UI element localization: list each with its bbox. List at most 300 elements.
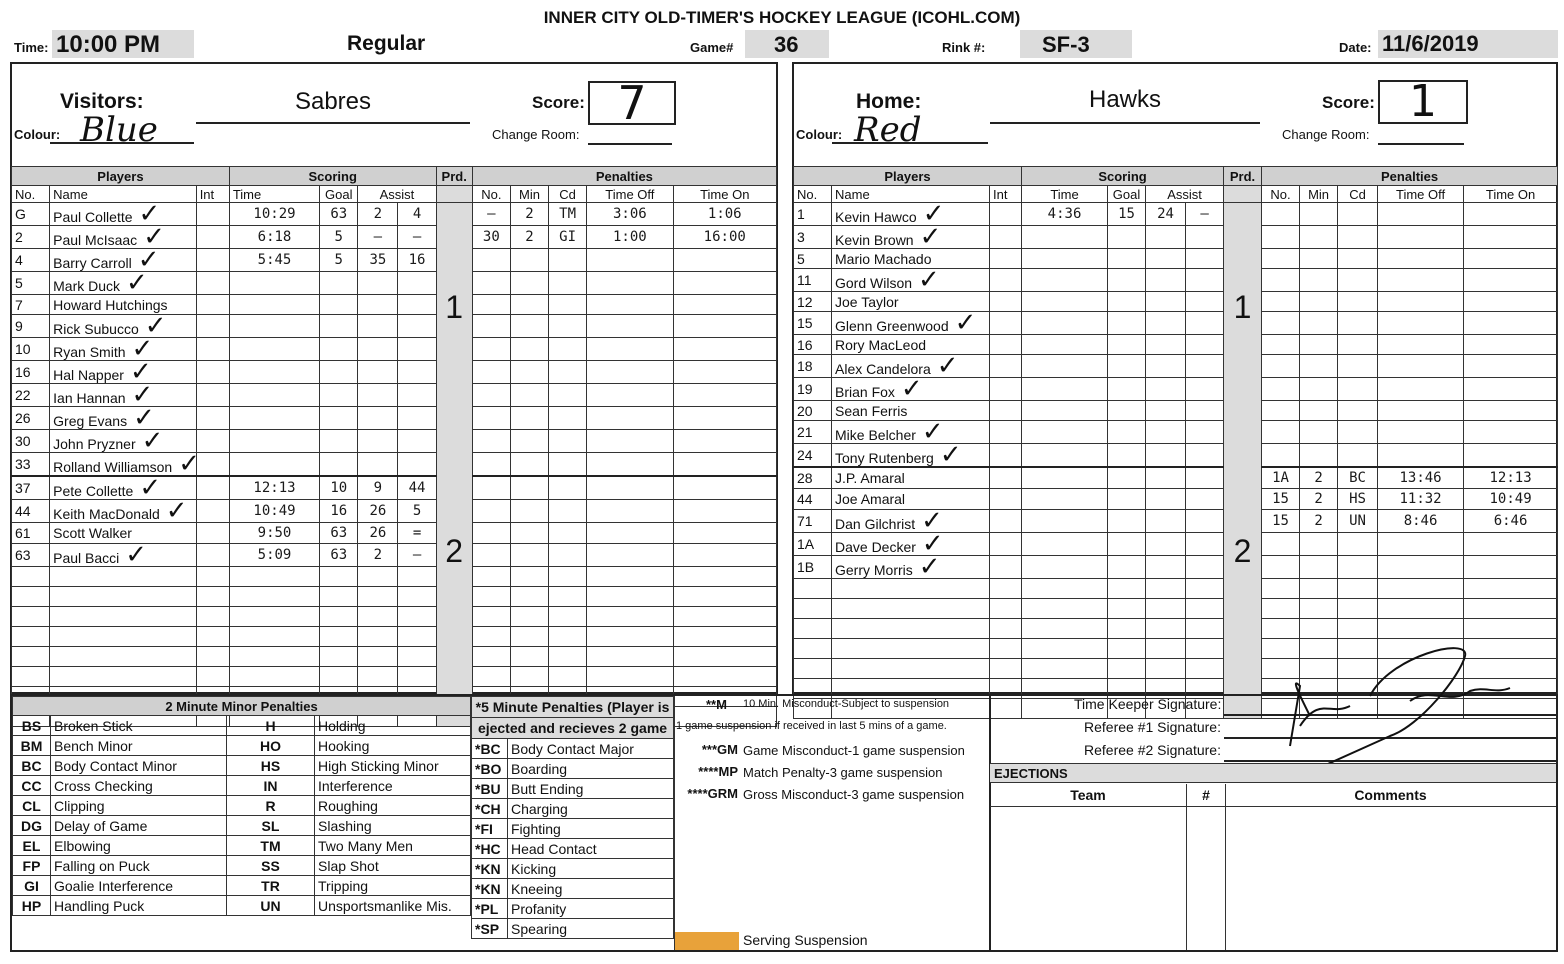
- penalty-min: [510, 647, 548, 667]
- scoring-a2: [1186, 378, 1224, 401]
- table-row: [794, 292, 1558, 312]
- penalty-min: [510, 430, 548, 453]
- table-row: [12, 295, 777, 315]
- game-number: 36: [774, 32, 799, 57]
- penalty-min: [1300, 269, 1338, 292]
- scoring-a1: [358, 315, 398, 338]
- penalty-off: [1378, 312, 1464, 335]
- penalty-off: [587, 607, 673, 627]
- penalty-code: SL: [227, 816, 315, 836]
- penalty-cd: [549, 384, 587, 407]
- penalty-cd: [549, 338, 587, 361]
- penalty-min: [1300, 335, 1338, 355]
- scoring-time: [229, 384, 319, 407]
- penalty-on: [1464, 312, 1558, 335]
- visitors-score-label: Score:: [532, 93, 585, 112]
- player-number: 9: [12, 315, 50, 338]
- penalty-off: [587, 361, 673, 384]
- penalty-no: [1262, 378, 1300, 401]
- player-number: G: [12, 203, 50, 226]
- player-name-text: Ryan Smith: [53, 344, 126, 360]
- player-name-text: John Pryzner: [53, 436, 136, 452]
- scoring-time: 10:29: [229, 203, 319, 226]
- player-int: [196, 384, 229, 407]
- player-number: 18: [794, 355, 832, 378]
- attendance-check-icon: ✓: [900, 373, 923, 403]
- penalty-off: [1378, 226, 1464, 249]
- penalty-off: [587, 430, 673, 453]
- scoring-goal: [1108, 226, 1146, 249]
- penalty-no: [1262, 355, 1300, 378]
- penalty-code: HP: [13, 896, 51, 916]
- penalty-on: [1464, 401, 1558, 421]
- scoring-a2: [398, 627, 436, 647]
- penalty-min: 2: [1300, 467, 1338, 489]
- penalty-min: [510, 587, 548, 607]
- attendance-check-icon: ✓: [141, 425, 164, 455]
- player-name-text: Barry Carroll: [53, 255, 132, 271]
- home-change-room-label: Change Room:: [1282, 127, 1370, 142]
- scoring-time: [1022, 401, 1108, 421]
- scoring-a2: [398, 607, 436, 627]
- scoring-goal: [1108, 249, 1146, 269]
- player-name: [832, 619, 990, 639]
- penalty-on: [1464, 378, 1558, 401]
- legend-row: [13, 716, 471, 736]
- player-int: [196, 544, 229, 567]
- player-int: [196, 249, 229, 272]
- player-int: [990, 467, 1022, 489]
- penalty-cd: [549, 500, 587, 523]
- scoring-goal: [1108, 533, 1146, 556]
- scoring-a1: [1146, 335, 1186, 355]
- player-int: [990, 335, 1022, 355]
- penalty-cd: [549, 315, 587, 338]
- player-name: [50, 539, 197, 569]
- game-label: Game#: [690, 40, 734, 55]
- table-row: [794, 312, 1558, 335]
- player-number: 7: [12, 295, 50, 315]
- penalty-on: [673, 476, 777, 500]
- penalty-on: [673, 607, 777, 627]
- scoring-a2: [1186, 292, 1224, 312]
- player-name-text: Keith MacDonald: [53, 506, 160, 522]
- player-int: [990, 599, 1022, 619]
- scoring-time: [1022, 292, 1108, 312]
- penalty-desc: Profanity: [508, 899, 674, 919]
- penalty-min: [1300, 292, 1338, 312]
- penalty-no: [472, 407, 510, 430]
- penalty-no: [1262, 203, 1300, 226]
- penalty-cd: [1338, 378, 1378, 401]
- penalty-no: [1262, 579, 1300, 599]
- player-name: [50, 198, 197, 228]
- legend-row: [13, 756, 471, 776]
- goal-col: Goal: [320, 186, 358, 203]
- scoring-a1: [358, 295, 398, 315]
- penalty-min: [510, 272, 548, 295]
- player-name-text: Alex Candelora: [835, 361, 931, 377]
- player-int: [990, 312, 1022, 335]
- player-number: 37: [12, 476, 50, 500]
- attendance-check-icon: ✓: [138, 198, 161, 228]
- penalty-code: BM: [13, 736, 51, 756]
- player-name-text: J.P. Amaral: [835, 470, 905, 486]
- scoring-time: [229, 587, 319, 607]
- scoring-time: [1022, 556, 1108, 579]
- player-number: 3: [794, 226, 832, 249]
- player-name-text: Mark Duck: [53, 278, 121, 294]
- scoring-a1: [358, 453, 398, 477]
- penalty-cd: [549, 295, 587, 315]
- table-row: [12, 361, 777, 384]
- penalty-no: [472, 384, 510, 407]
- pen-on-col: Time On: [673, 186, 777, 203]
- player-int: [990, 556, 1022, 579]
- penalty-no: [472, 607, 510, 627]
- player-name: [832, 264, 990, 294]
- attendance-check-icon: ✓: [131, 333, 154, 363]
- name-col: Name: [50, 186, 197, 203]
- penalty-no: [1262, 292, 1300, 312]
- player-int: [196, 203, 229, 226]
- scoring-goal: [320, 453, 358, 477]
- penalty-min: [510, 295, 548, 315]
- player-name: [832, 335, 990, 355]
- player-int: [990, 292, 1022, 312]
- scoring-goal: [1108, 269, 1146, 292]
- scoring-goal: 5: [320, 249, 358, 272]
- scoring-goal: [1108, 579, 1146, 599]
- table-row: [12, 226, 777, 249]
- penalty-on: [1464, 269, 1558, 292]
- scoring-goal: 10: [320, 476, 358, 500]
- player-number: [794, 659, 832, 679]
- scoring-a2: [1186, 401, 1224, 421]
- player-number: 5: [794, 249, 832, 269]
- scoring-time: [229, 627, 319, 647]
- player-name: [50, 587, 197, 607]
- penalty-no: [1262, 269, 1300, 292]
- scoring-a2: [1186, 249, 1224, 269]
- penalty-min: [510, 607, 548, 627]
- legend-row: [13, 856, 471, 876]
- player-number: [12, 587, 50, 607]
- table-row: [794, 269, 1558, 292]
- penalty-desc: Boarding: [508, 759, 674, 779]
- player-int: [196, 627, 229, 647]
- pen-off-col: Time Off: [587, 186, 673, 203]
- penalty-off: [587, 249, 673, 272]
- penalty-cd: [1338, 335, 1378, 355]
- attendance-check-icon: ✓: [921, 528, 944, 558]
- referee1-sig-label: Referee #1 Signature:: [1084, 719, 1221, 735]
- penalty-min: [1300, 579, 1338, 599]
- period-1-label: 1: [1233, 289, 1252, 325]
- scoring-a1: [1146, 249, 1186, 269]
- player-name: [832, 579, 990, 599]
- penalty-no: [1262, 312, 1300, 335]
- scoring-a1: [358, 587, 398, 607]
- scoring-a2: [398, 338, 436, 361]
- scoring-goal: [320, 384, 358, 407]
- penalty-off: [1378, 556, 1464, 579]
- scoring-a1: 2: [358, 544, 398, 567]
- m-note: 1 game suspension if received in last 5 mins of a game.: [676, 720, 947, 732]
- table-row: [12, 338, 777, 361]
- scoring-goal: [1108, 312, 1146, 335]
- scoring-time: [229, 607, 319, 627]
- legend-row: [472, 879, 674, 899]
- table-row: [12, 476, 777, 500]
- scoring-a1: [358, 407, 398, 430]
- scoring-a2: [1186, 639, 1224, 659]
- penalty-on: 6:46: [1464, 510, 1558, 533]
- player-name: [50, 356, 197, 386]
- penalty-code: FP: [13, 856, 51, 876]
- player-name: [50, 647, 197, 667]
- penalty-cd: [1338, 249, 1378, 269]
- penalty-no: [472, 476, 510, 500]
- penalty-code: *KN: [472, 859, 508, 879]
- ejections-title: EJECTIONS: [990, 763, 1556, 783]
- penalty-no: [472, 647, 510, 667]
- penalty-on: [673, 295, 777, 315]
- scoring-goal: [1108, 378, 1146, 401]
- penalty-no: [472, 338, 510, 361]
- player-name-text: Kevin Hawco: [835, 209, 917, 225]
- penalty-off: [1378, 421, 1464, 444]
- penalty-off: [1378, 335, 1464, 355]
- penalty-on: [673, 647, 777, 667]
- scoring-goal: [1108, 444, 1146, 468]
- penalty-code: UN: [227, 896, 315, 916]
- scoring-a2: [398, 272, 436, 295]
- scoring-goal: [320, 315, 358, 338]
- penalty-on: [1464, 533, 1558, 556]
- penalty-no: [1262, 401, 1300, 421]
- ejections-divider: [1186, 806, 1226, 950]
- penalty-code: BS: [13, 716, 51, 736]
- player-name: [832, 659, 990, 679]
- scoring-a2: [1186, 421, 1224, 444]
- table-row: [794, 489, 1558, 510]
- player-name: [832, 467, 990, 489]
- penalty-off: [587, 523, 673, 544]
- no-col: No.: [12, 186, 50, 203]
- penalty-on: [1464, 203, 1558, 226]
- penalty-no: [472, 544, 510, 567]
- penalty-off: [587, 567, 673, 587]
- player-number: 15: [794, 312, 832, 335]
- penalty-no: 15: [1262, 510, 1300, 533]
- penalty-min: [1300, 226, 1338, 249]
- timekeeper-sig-label: Time Keeper Signature:: [1074, 696, 1222, 712]
- player-number: 22: [12, 384, 50, 407]
- scoring-a1: [1146, 401, 1186, 421]
- penalty-min: [1300, 444, 1338, 468]
- penalty-off: [587, 667, 673, 687]
- penalty-off: [1378, 444, 1464, 468]
- table-row: [12, 384, 777, 407]
- player-name: [832, 373, 990, 403]
- penalty-on: [1464, 249, 1558, 269]
- scoring-a2: 16: [398, 249, 436, 272]
- penalty-off: [587, 338, 673, 361]
- penalty-cd: [1338, 533, 1378, 556]
- penalty-on: [673, 453, 777, 477]
- game-type: Regular: [347, 32, 426, 55]
- scoring-goal: [1108, 355, 1146, 378]
- scoring-a2: [1186, 312, 1224, 335]
- penalty-on: [1464, 335, 1558, 355]
- scoring-goal: 63: [320, 203, 358, 226]
- scoring-a2: [1186, 335, 1224, 355]
- scoring-time: [1022, 579, 1108, 599]
- penalty-code: CL: [13, 796, 51, 816]
- scoring-goal: [320, 407, 358, 430]
- scoring-a1: [1146, 312, 1186, 335]
- penalty-cd: [1338, 355, 1378, 378]
- visitors-grid: [11, 166, 777, 727]
- penalty-cd: UN: [1338, 510, 1378, 533]
- scoring-goal: [1108, 401, 1146, 421]
- scoring-time: [229, 567, 319, 587]
- penalty-code: CC: [13, 776, 51, 796]
- player-number: 16: [794, 335, 832, 355]
- player-name: [832, 439, 990, 469]
- player-number: 1: [794, 203, 832, 226]
- player-number: 24: [794, 444, 832, 468]
- penalty-on: 10:49: [1464, 489, 1558, 510]
- player-number: [12, 667, 50, 687]
- penalty-code: TM: [227, 836, 315, 856]
- attendance-check-icon: ✓: [129, 356, 152, 386]
- prd-header: Prd.: [1224, 167, 1262, 186]
- scoring-time: [1022, 510, 1108, 533]
- prd-col: [1224, 186, 1262, 203]
- scoring-a1: 26: [358, 500, 398, 523]
- misconduct-desc: Gross Misconduct-3 game suspension: [743, 787, 965, 802]
- penalty-off: [1378, 355, 1464, 378]
- penalty-no: [472, 249, 510, 272]
- pen-cd-col: Cd: [549, 186, 587, 203]
- table-row: [12, 500, 777, 523]
- scoring-time: [1022, 444, 1108, 468]
- player-name: [50, 425, 197, 455]
- legend-row: [472, 919, 674, 939]
- penalty-no: [472, 567, 510, 587]
- scoring-a2: [398, 407, 436, 430]
- penalty-no: [472, 272, 510, 295]
- player-int: [990, 533, 1022, 556]
- attendance-check-icon: ✓: [126, 267, 148, 297]
- penalty-code: *FI: [472, 819, 508, 839]
- penalty-min: [510, 500, 548, 523]
- penalty-desc: Cross Checking: [51, 776, 227, 796]
- player-number: [12, 607, 50, 627]
- penalty-off: [1378, 249, 1464, 269]
- player-name: [50, 310, 197, 340]
- penalty-on: [1464, 579, 1558, 599]
- attendance-check-icon: ✓: [165, 495, 188, 525]
- penalty-cd: [1338, 292, 1378, 312]
- scoring-a1: [1146, 269, 1186, 292]
- scoring-goal: 63: [320, 544, 358, 567]
- misconduct-desc: Match Penalty-3 game suspension: [743, 765, 943, 780]
- player-name: [832, 599, 990, 619]
- home-label: Home:: [856, 90, 922, 113]
- player-number: 1A: [794, 533, 832, 556]
- scoring-time: [229, 272, 319, 295]
- scoring-goal: [320, 587, 358, 607]
- penalty-desc: Tripping: [315, 876, 471, 896]
- time-col: Time: [229, 186, 319, 203]
- player-int: [196, 315, 229, 338]
- penalty-off: [587, 315, 673, 338]
- table-row: [12, 647, 777, 667]
- player-number: 63: [12, 544, 50, 567]
- attendance-check-icon: ✓: [918, 551, 941, 581]
- penalty-desc: Slashing: [315, 816, 471, 836]
- time-label: Time:: [14, 40, 49, 55]
- player-name: [832, 505, 990, 535]
- attendance-check-icon: ✓: [922, 198, 945, 228]
- penalty-code: *BC: [472, 739, 508, 759]
- legend-row: [13, 896, 471, 916]
- penalty-cd: [549, 523, 587, 544]
- attendance-check-icon: ✓: [939, 439, 962, 469]
- penalty-min: [510, 544, 548, 567]
- penalty-off: [1378, 269, 1464, 292]
- penalty-no: [472, 523, 510, 544]
- penalty-desc: Bench Minor: [51, 736, 227, 756]
- scoring-goal: [1108, 510, 1146, 533]
- penalty-on: [1464, 292, 1558, 312]
- m-desc: 10 Min. Misconduct-Subject to suspension: [743, 698, 950, 710]
- scoring-a1: [358, 430, 398, 453]
- penalty-min: [1300, 599, 1338, 619]
- scoring-time: [1022, 421, 1108, 444]
- penalty-min: [510, 249, 548, 272]
- penalty-cd: [549, 627, 587, 647]
- penalty-off: [587, 500, 673, 523]
- player-int: [990, 249, 1022, 269]
- penalty-min: [510, 453, 548, 477]
- scoring-goal: [1108, 335, 1146, 355]
- scoring-time: [229, 315, 319, 338]
- scoring-a1: [1146, 510, 1186, 533]
- penalty-cd: TM: [549, 203, 587, 226]
- penalty-no: 1A: [1262, 467, 1300, 489]
- penalty-cd: [1338, 444, 1378, 468]
- misconduct-code: ***GM: [701, 742, 738, 757]
- penalty-desc: High Sticking Minor: [315, 756, 471, 776]
- penalty-no: [472, 295, 510, 315]
- scoring-a2: —: [398, 226, 436, 249]
- table-row: [12, 587, 777, 607]
- player-name-text: Ian Hannan: [53, 390, 126, 406]
- period-1-label: 1: [445, 289, 464, 325]
- player-number: 12: [794, 292, 832, 312]
- scoring-a1: [358, 338, 398, 361]
- penalty-off: [1378, 579, 1464, 599]
- player-int: [196, 607, 229, 627]
- scoring-a2: [1186, 226, 1224, 249]
- visitors-change-room-field: [588, 125, 672, 145]
- penalty-no: [472, 315, 510, 338]
- player-name: [832, 198, 990, 228]
